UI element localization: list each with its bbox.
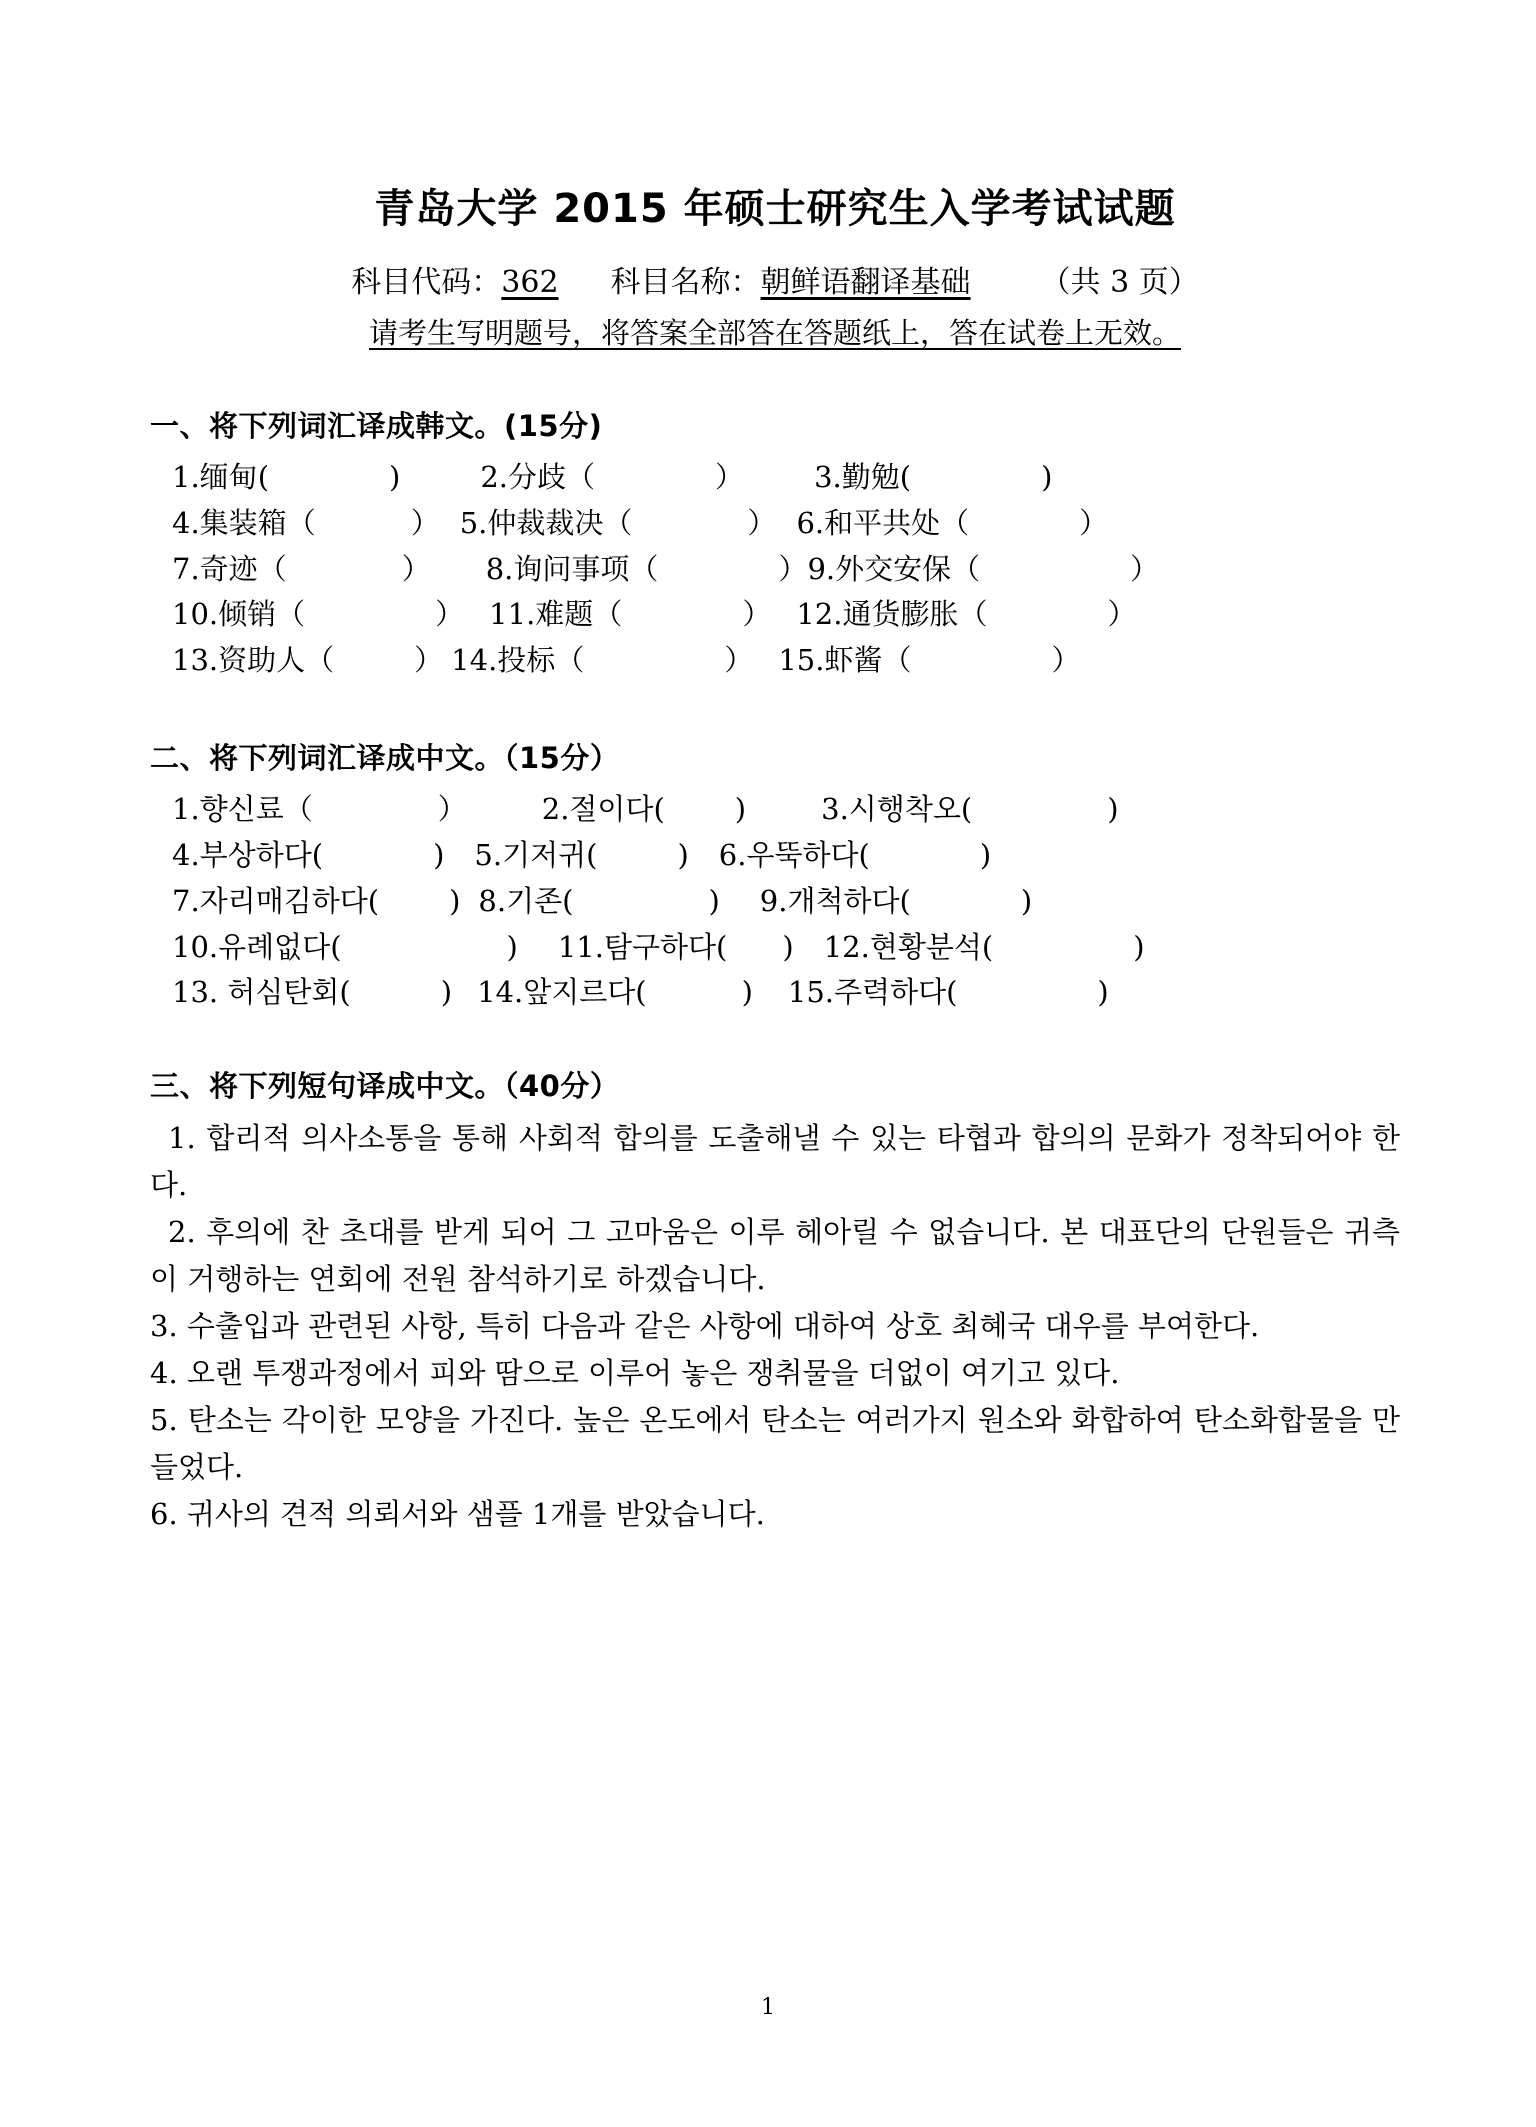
answer-paren-close: )	[708, 883, 720, 918]
vocab-term: 询问事项	[513, 551, 630, 586]
vocab-row	[150, 501, 1400, 547]
exam-notice-text: 请考生写明题号，将答案全部答在答题纸上，答在试卷上无效。	[368, 316, 1181, 350]
vocab-item	[821, 787, 1118, 833]
vocab-number: 8.	[485, 551, 514, 586]
vocab-row	[150, 638, 1400, 684]
vocab-term: 分歧	[508, 460, 567, 494]
vocab-term: 부상하다	[199, 837, 312, 872]
vocab-number: 5.	[474, 837, 503, 872]
vocab-term: 탐구하다	[603, 929, 717, 964]
answer-paren-close: )	[734, 792, 747, 827]
vocab-term: 资助人	[218, 643, 306, 678]
vocab-term: 勤勉	[841, 460, 900, 494]
answer-paren-open: (	[311, 837, 324, 872]
answer-paren-open: (	[960, 792, 973, 827]
answer-paren-open: (	[562, 883, 574, 918]
vocab-number: 12.	[796, 597, 843, 632]
vocab-term: 주력하다	[834, 975, 947, 1010]
answer-paren-close: ）	[778, 551, 808, 586]
vocab-item	[172, 547, 431, 593]
vocab-item	[486, 547, 808, 593]
answer-paren-close: )	[1020, 883, 1033, 918]
answer-paren-open: （	[276, 597, 306, 632]
vocab-number: 2.	[541, 792, 570, 827]
vocab-item	[474, 833, 688, 879]
subject-name-label: 科目名称：	[610, 265, 761, 300]
vocab-term: 기저귀	[502, 837, 587, 872]
answer-paren-close: ）	[435, 597, 465, 632]
vocab-number: 5.	[459, 505, 488, 540]
vocab-term: 시행착오	[848, 792, 961, 827]
vocab-row	[150, 925, 1400, 971]
answer-paren-close: ）	[1107, 597, 1137, 632]
vocab-term: 개척하다	[787, 883, 900, 918]
answer-paren-open: （	[283, 792, 313, 827]
page-number: 1	[761, 1995, 775, 2020]
answer-paren-open: （	[629, 551, 659, 586]
answer-paren-open: (	[257, 460, 270, 494]
vocab-item	[807, 547, 1159, 593]
vocab-item	[172, 501, 440, 547]
vocab-term: 허심탄회	[218, 975, 340, 1010]
answer-paren-open: (	[653, 792, 665, 827]
vocab-term: 难题	[535, 597, 594, 632]
answer-paren-open: (	[716, 929, 728, 964]
answer-paren-open: (	[981, 929, 994, 964]
vocab-row	[150, 787, 1400, 833]
vocab-term: 현황분석	[869, 929, 982, 964]
vocab-number: 2.	[480, 460, 509, 494]
vocab-number: 14.	[477, 975, 524, 1010]
vocab-item	[172, 925, 518, 971]
vocab-item	[172, 833, 444, 879]
answer-paren-open: (	[635, 975, 647, 1010]
section-one-title: 一、将下列词汇译成韩文。(15分)	[150, 409, 603, 443]
exam-notice	[150, 311, 1400, 352]
vocab-item	[760, 879, 1032, 925]
page-title: 青岛大学 2015 年硕士研究生入学考试试题	[374, 186, 1176, 232]
vocab-term: 절이다	[569, 792, 654, 827]
answer-paren-close: ）	[410, 505, 440, 540]
answer-paren-open: （	[882, 643, 912, 678]
pages-note: （共 3 页）	[1040, 265, 1199, 300]
vocab-term: 향신료	[199, 792, 284, 827]
translation-sentence: 4. 오랜 투쟁과정에서 피와 땀으로 이루어 놓은 쟁취물을 더없이 여기고 있다.	[150, 1355, 1120, 1390]
vocab-item	[796, 592, 1136, 638]
answer-paren-open: （	[555, 643, 585, 678]
vocab-number: 3.	[814, 460, 842, 494]
vocab-term: 우뚝하다	[746, 837, 859, 872]
vocab-term: 集装箱	[199, 505, 287, 540]
translation-sentence: 3. 수출입과 관련된 사항, 특히 다음과 같은 사항에 대하여 상호 최혜국 대우를 부여한다.	[150, 1309, 1260, 1343]
vocab-term: 投标	[497, 643, 556, 678]
answer-paren-open: (	[339, 975, 351, 1010]
vocab-number: 9.	[759, 883, 788, 918]
vocab-item	[719, 833, 991, 879]
vocab-number: 3.	[821, 792, 849, 827]
answer-paren-close: )	[741, 975, 753, 1010]
answer-paren-close: ）	[401, 551, 431, 586]
vocab-item	[542, 787, 746, 833]
vocab-item	[480, 455, 744, 501]
vocab-item	[558, 925, 794, 971]
answer-paren-close: )	[449, 883, 461, 918]
vocab-number: 14.	[451, 643, 498, 678]
vocab-item	[824, 925, 1145, 971]
vocab-item	[796, 501, 1108, 547]
answer-paren-close: ）	[1130, 551, 1160, 586]
answer-paren-close: )	[440, 975, 453, 1010]
vocab-number: 6.	[718, 837, 747, 872]
answer-paren-close: )	[677, 837, 689, 872]
answer-paren-open: (	[946, 975, 958, 1010]
vocab-item	[172, 638, 443, 684]
section-two-rows	[150, 787, 1400, 1016]
vocab-term: 倾销	[218, 597, 277, 632]
answer-paren-open: (	[858, 837, 870, 872]
answer-paren-close: )	[389, 460, 401, 494]
answer-paren-open: （	[257, 551, 287, 586]
vocab-row	[150, 592, 1400, 638]
vocab-number: 8.	[478, 883, 507, 918]
answer-paren-open: （	[603, 505, 633, 540]
vocab-item	[788, 970, 1109, 1016]
vocab-number: 7.	[172, 551, 200, 586]
answer-paren-close: )	[1133, 929, 1145, 964]
vocab-term: 和平共处	[824, 505, 941, 540]
answer-paren-open: (	[330, 929, 342, 964]
translation-sentence: 2. 후의에 찬 초대를 받게 되어 그 고마움은 이루 헤아릴 수 없습니다. 본 대표단의 단원들은 귀측이 거행하는 연회에 전원 참석하기로 하겠습니다.	[150, 1215, 1400, 1297]
vocab-item	[478, 879, 719, 925]
answer-paren-open: (	[899, 460, 912, 494]
vocab-term: 奇迹	[199, 551, 258, 586]
vocab-row	[150, 455, 1400, 501]
answer-paren-close: ）	[1079, 505, 1109, 540]
vocab-term: 유례없다	[218, 929, 331, 964]
answer-paren-close: )	[433, 837, 445, 872]
section-two	[150, 736, 1400, 1016]
vocab-number: 15.	[778, 643, 825, 678]
vocab-term: 虾酱	[824, 643, 883, 678]
vocab-item	[451, 638, 753, 684]
answer-paren-close: ）	[747, 505, 777, 540]
vocab-item	[489, 592, 771, 638]
answer-paren-close: ）	[742, 597, 772, 632]
vocab-number: 11.	[489, 597, 536, 632]
vocab-term: 外交安保	[835, 551, 952, 586]
answer-paren-open: （	[566, 460, 596, 494]
section-one	[150, 404, 1400, 684]
vocab-number: 9.	[807, 551, 836, 586]
answer-paren-close: )	[1107, 792, 1119, 827]
vocab-term: 자리매김하다	[199, 883, 368, 918]
answer-paren-close: )	[1097, 975, 1109, 1010]
subject-name-value: 朝鲜语翻译基础	[760, 265, 971, 300]
answer-paren-close: )	[782, 929, 794, 964]
vocab-term: 仲裁裁决	[487, 505, 604, 540]
answer-paren-open: （	[951, 551, 981, 586]
answer-paren-close: )	[506, 929, 518, 964]
translation-sentence: 6. 귀사의 견적 의뢰서와 샘플 1개를 받았습니다.	[150, 1496, 765, 1531]
vocab-item	[814, 455, 1052, 501]
vocab-number: 13.	[172, 975, 219, 1010]
vocab-term: 앞지르다	[523, 975, 636, 1010]
vocab-number: 12.	[823, 929, 870, 964]
answer-paren-open: （	[958, 597, 988, 632]
vocab-number: 4.	[172, 505, 200, 540]
answer-paren-close: ）	[724, 643, 754, 678]
answer-paren-close: )	[1041, 460, 1053, 494]
answer-paren-close: ）	[715, 460, 745, 494]
translation-sentence: 1. 합리적 의사소통을 통해 사회적 합의를 도출해낼 수 있는 타협과 합의의 문화가 정착되어야 한다.	[150, 1121, 1400, 1203]
section-three	[150, 1064, 1400, 1538]
answer-paren-open: (	[367, 883, 380, 918]
subject-code-value: 362	[501, 265, 559, 300]
vocab-item	[172, 879, 460, 925]
vocab-term: 通货膨胀	[842, 597, 959, 632]
section-three-sentences	[150, 1115, 1400, 1538]
subject-line	[150, 257, 1400, 301]
vocab-number: 10.	[172, 597, 219, 632]
vocab-item	[477, 970, 753, 1016]
section-three-title: 三、将下列短句译成中文。（40分）	[150, 1069, 620, 1104]
vocab-number: 7.	[172, 883, 200, 918]
vocab-term: 缅甸	[199, 460, 258, 494]
vocab-number: 1.	[172, 792, 200, 827]
vocab-number: 15.	[787, 975, 835, 1010]
vocab-number: 13.	[172, 643, 219, 678]
vocab-row	[150, 970, 1400, 1016]
vocab-item	[172, 787, 467, 833]
answer-paren-open: （	[286, 505, 316, 540]
vocab-row	[150, 547, 1400, 593]
answer-paren-close: ）	[1051, 643, 1081, 678]
translation-sentence: 5. 탄소는 각이한 모양을 가진다. 높은 온도에서 탄소는 여러가지 원소와 화합하여 탄소화합물을 만들었다.	[150, 1402, 1400, 1484]
vocab-number: 4.	[172, 837, 200, 872]
vocab-number: 1.	[172, 460, 200, 494]
section-two-title: 二、将下列词汇译成中文。（15分）	[150, 741, 620, 776]
vocab-row	[150, 879, 1400, 925]
vocab-item	[172, 970, 452, 1016]
vocab-item	[460, 501, 777, 547]
answer-paren-open: （	[593, 597, 623, 632]
answer-paren-open: (	[586, 837, 598, 872]
vocab-number: 11.	[557, 929, 604, 964]
vocab-item	[172, 592, 464, 638]
answer-paren-open: （	[305, 643, 335, 678]
section-one-rows	[150, 455, 1400, 684]
answer-paren-open: (	[899, 883, 911, 918]
answer-paren-open: （	[940, 505, 970, 540]
page-content	[150, 0, 1400, 1538]
vocab-item	[172, 455, 400, 501]
answer-paren-close: )	[979, 837, 992, 872]
vocab-row	[150, 833, 1400, 879]
answer-paren-close: ）	[437, 792, 467, 827]
vocab-term: 기존	[506, 883, 563, 918]
vocab-number: 10.	[172, 929, 219, 964]
answer-paren-close: ）	[414, 643, 444, 678]
subject-code-label: 科目代码：	[351, 265, 502, 300]
vocab-number: 6.	[796, 505, 825, 540]
vocab-item	[778, 638, 1080, 684]
